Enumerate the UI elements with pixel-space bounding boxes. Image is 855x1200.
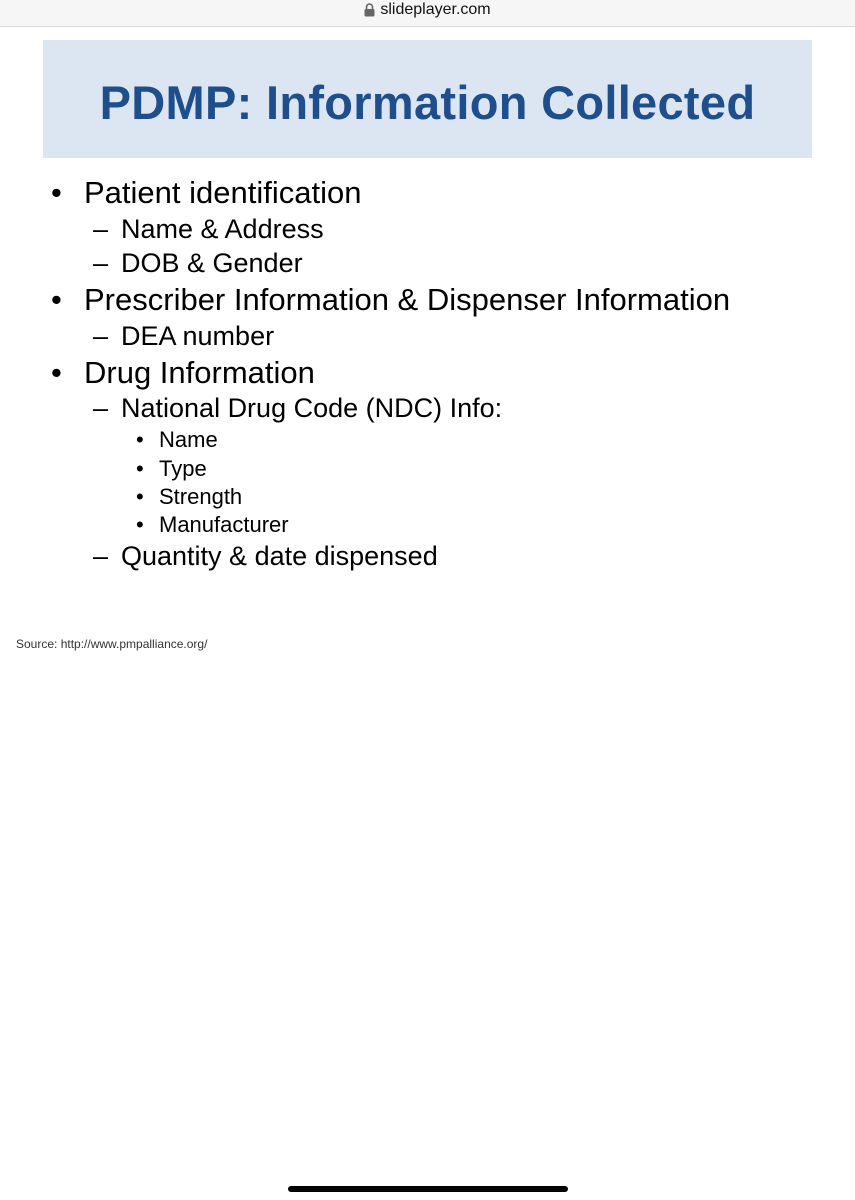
- list-item-ndc-name: Name: [159, 427, 218, 452]
- bullet-icon: •: [136, 484, 144, 509]
- bullet-icon: •: [136, 512, 144, 537]
- dash-icon: –: [93, 393, 109, 423]
- dash-icon: –: [93, 248, 109, 278]
- list-item-ndc-type: Type: [159, 456, 207, 481]
- bullet-icon: •: [136, 427, 144, 452]
- list-item-quantity: Quantity & date dispensed: [121, 541, 438, 571]
- list-item-name-address: Name & Address: [121, 214, 324, 244]
- address-bar[interactable]: [0, 0, 855, 27]
- lock-icon: [364, 3, 375, 17]
- dash-icon: –: [93, 321, 109, 351]
- bullet-icon: •: [51, 355, 62, 390]
- list-item-patient: Patient identification: [84, 175, 362, 210]
- title-banner: [43, 40, 812, 158]
- slide: [0, 27, 855, 1200]
- page-title: PDMP: Information Collected: [99, 75, 756, 129]
- bullet-icon: •: [51, 282, 62, 317]
- bullet-icon: •: [51, 175, 62, 210]
- list-item-prescriber: Prescriber Information & Dispenser Information: [84, 282, 731, 317]
- url-text: slideplayer.com: [380, 1, 491, 18]
- list-item-ndc: National Drug Code (NDC) Info:: [121, 393, 503, 423]
- list-item-ndc-strength: Strength: [159, 484, 243, 509]
- dash-icon: –: [93, 214, 109, 244]
- bullet-icon: •: [136, 456, 144, 481]
- source-note: Source: http://www.pmpalliance.org/: [16, 637, 208, 651]
- home-indicator[interactable]: [288, 1186, 568, 1192]
- list-item-ndc-manufacturer: Manufacturer: [159, 512, 289, 537]
- list-item-dea: DEA number: [121, 321, 275, 351]
- list-item-drug: Drug Information: [84, 355, 315, 390]
- list-item-dob-gender: DOB & Gender: [121, 248, 303, 278]
- dash-icon: –: [93, 541, 109, 571]
